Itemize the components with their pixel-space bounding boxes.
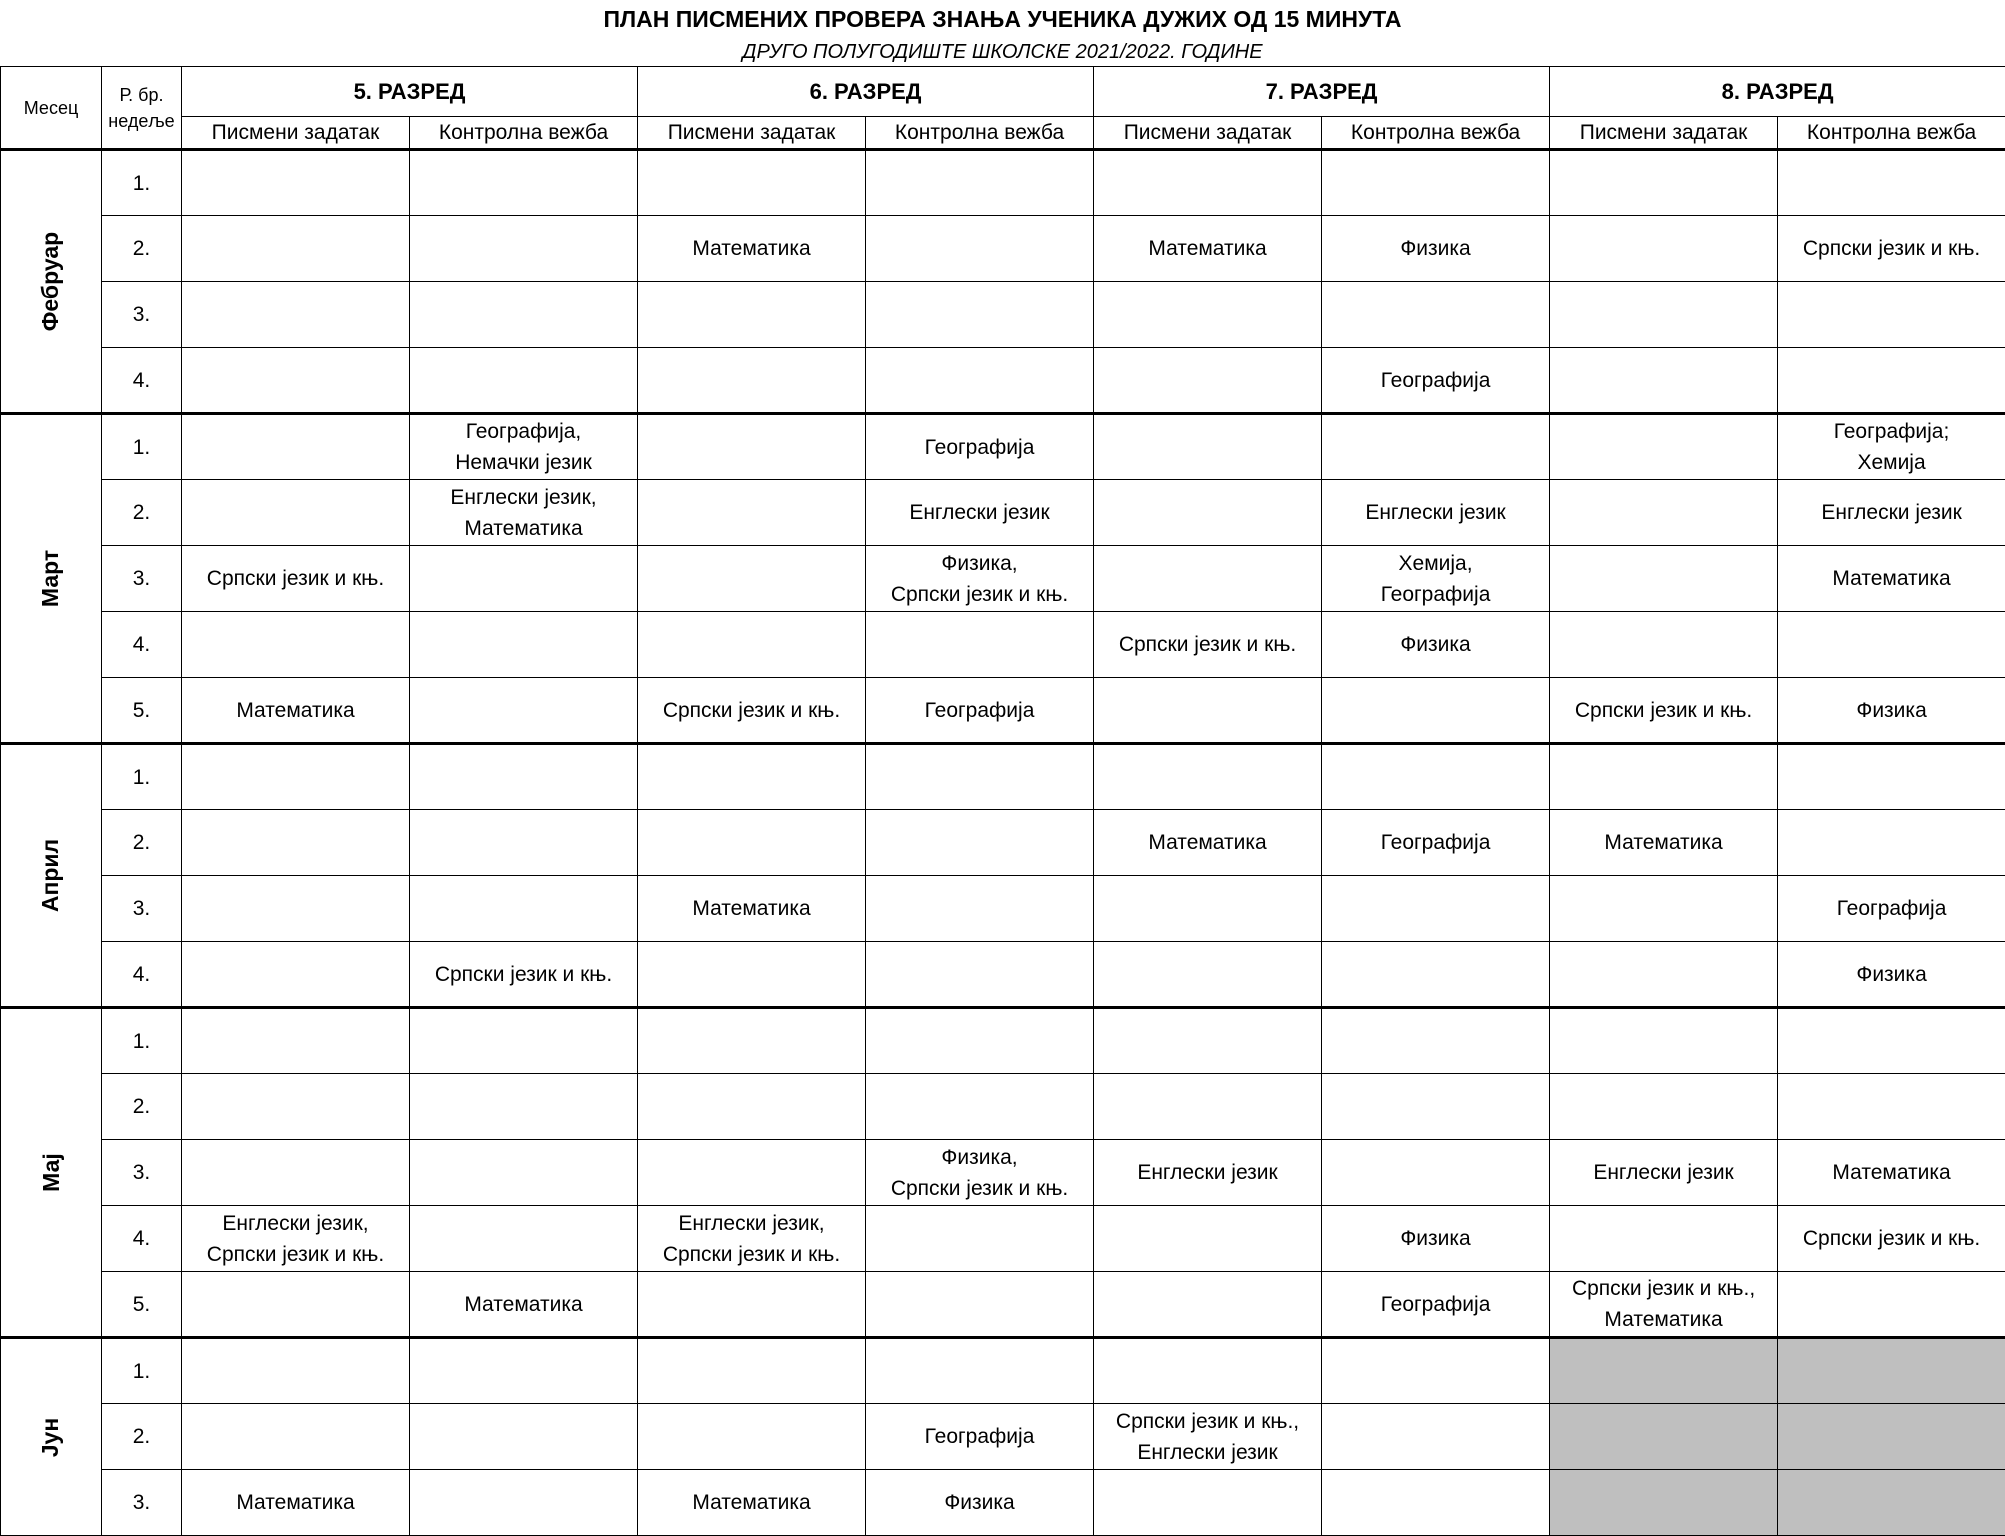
table-row: [1, 150, 2005, 216]
schedule-cell: [410, 1338, 638, 1404]
schedule-cell: [866, 1206, 1094, 1272]
schedule-cell: Енглески језик: [866, 480, 1094, 546]
schedule-cell: [182, 150, 410, 216]
schedule-cell: Физика: [866, 1470, 1094, 1536]
schedule-cell: [1094, 414, 1322, 480]
schedule-cell: [866, 612, 1094, 678]
schedule-cell: [638, 810, 866, 876]
grade-5-control-header: Контролна вежба: [410, 117, 638, 150]
week-number-cell: 1.: [102, 150, 182, 216]
month-label-cell: [1, 414, 102, 744]
week-number-cell: 1.: [102, 744, 182, 810]
schedule-cell: [410, 744, 638, 810]
schedule-cell: [410, 546, 638, 612]
schedule-cell: [1094, 282, 1322, 348]
schedule-cell: [1778, 744, 2005, 810]
schedule-cell: [866, 348, 1094, 414]
grade-5-written-header: Писмени задатак: [182, 117, 410, 150]
schedule-cell: [866, 1074, 1094, 1140]
schedule-cell: [638, 282, 866, 348]
schedule-cell: [1322, 1008, 1550, 1074]
schedule-cell: [866, 150, 1094, 216]
table-row: [1, 1404, 2005, 1470]
schedule-cell: [1778, 1338, 2005, 1404]
week-number-cell: 2.: [102, 480, 182, 546]
schedule-cell: [1094, 1272, 1322, 1338]
schedule-cell: [1322, 678, 1550, 744]
schedule-cell: [1778, 150, 2005, 216]
schedule-cell: [1094, 744, 1322, 810]
schedule-cell: Хемија, Географија: [1322, 546, 1550, 612]
schedule-cell: [182, 282, 410, 348]
schedule-cell: Географија, Немачки језик: [410, 414, 638, 480]
schedule-cell: Географија: [1322, 348, 1550, 414]
schedule-cell: [638, 546, 866, 612]
schedule-cell: [182, 1338, 410, 1404]
week-number-cell: 1.: [102, 1008, 182, 1074]
schedule-cell: [410, 1140, 638, 1206]
table-row: [1, 1008, 2005, 1074]
schedule-cell: [1550, 1206, 1778, 1272]
week-number-cell: 2.: [102, 1404, 182, 1470]
schedule-cell: [1094, 1338, 1322, 1404]
table-row: [1, 1140, 2005, 1206]
schedule-cell: Математика: [638, 1470, 866, 1536]
grade-5-header: 5. РАЗРЕД: [182, 67, 638, 117]
schedule-cell: Математика: [1094, 216, 1322, 282]
schedule-cell: [1322, 1140, 1550, 1206]
schedule-cell: Математика: [182, 678, 410, 744]
table-row: [1, 480, 2005, 546]
schedule-cell: [182, 1404, 410, 1470]
schedule-cell: [1322, 282, 1550, 348]
grade-7-written-header: Писмени задатак: [1094, 117, 1322, 150]
month-label: Јун: [35, 1417, 66, 1456]
schedule-cell: [410, 216, 638, 282]
schedule-cell: Српски језик и књ., Математика: [1550, 1272, 1778, 1338]
schedule-cell: [1322, 744, 1550, 810]
schedule-cell: [1094, 348, 1322, 414]
schedule-cell: Енглески језик, Српски језик и књ.: [638, 1206, 866, 1272]
schedule-cell: [1778, 348, 2005, 414]
schedule-cell: Математика: [1778, 546, 2005, 612]
schedule-cell: Математика: [1094, 810, 1322, 876]
grade-8-control-header: Контролна вежба: [1778, 117, 2005, 150]
table-row: [1, 942, 2005, 1008]
schedule-cell: [182, 876, 410, 942]
schedule-cell: [1550, 414, 1778, 480]
schedule-cell: [1322, 1074, 1550, 1140]
schedule-cell: Географија: [866, 414, 1094, 480]
schedule-cell: [182, 414, 410, 480]
schedule-cell: [1550, 1470, 1778, 1536]
month-label-cell: [1, 744, 102, 1008]
schedule-cell: [182, 1272, 410, 1338]
schedule-cell: [1094, 876, 1322, 942]
schedule-cell: [182, 1008, 410, 1074]
schedule-cell: [182, 1140, 410, 1206]
schedule-cell: [1322, 414, 1550, 480]
schedule-cell: [638, 480, 866, 546]
schedule-cell: Физика, Српски језик и књ.: [866, 546, 1094, 612]
exam-plan-table: [0, 66, 2005, 1536]
schedule-cell: [866, 282, 1094, 348]
schedule-cell: [1094, 546, 1322, 612]
schedule-cell: Географија: [866, 678, 1094, 744]
schedule-cell: [410, 1404, 638, 1470]
schedule-cell: Географија: [1778, 876, 2005, 942]
week-number-cell: 3.: [102, 282, 182, 348]
schedule-cell: [1094, 480, 1322, 546]
schedule-cell: Енглески језик: [1094, 1140, 1322, 1206]
schedule-cell: [1550, 1338, 1778, 1404]
week-number-cell: 4.: [102, 612, 182, 678]
schedule-cell: [182, 1074, 410, 1140]
week-number-cell: 1.: [102, 414, 182, 480]
schedule-cell: [638, 744, 866, 810]
schedule-cell: Физика: [1778, 942, 2005, 1008]
week-number-cell: 3.: [102, 1470, 182, 1536]
week-number-cell: 5.: [102, 1272, 182, 1338]
schedule-cell: [866, 216, 1094, 282]
grade-8-written-header: Писмени задатак: [1550, 117, 1778, 150]
schedule-cell: [182, 348, 410, 414]
schedule-cell: [1778, 1074, 2005, 1140]
table-row: [1, 1470, 2005, 1536]
schedule-cell: [638, 1074, 866, 1140]
schedule-cell: [1550, 1074, 1778, 1140]
header-row-grades: [1, 67, 2005, 117]
schedule-cell: Српски језик и књ.: [1094, 612, 1322, 678]
schedule-cell: Српски језик и књ.: [182, 546, 410, 612]
table-row: [1, 1338, 2005, 1404]
schedule-cell: [1322, 1470, 1550, 1536]
schedule-cell: [638, 414, 866, 480]
month-label: Фебруар: [36, 232, 67, 331]
month-column-header: Месец: [1, 67, 102, 150]
schedule-cell: [1094, 150, 1322, 216]
schedule-cell: [410, 150, 638, 216]
schedule-cell: Физика: [1322, 216, 1550, 282]
schedule-cell: [410, 1206, 638, 1272]
month-label-cell: [1, 150, 102, 414]
schedule-cell: Географија: [866, 1404, 1094, 1470]
table-row: [1, 810, 2005, 876]
week-number-cell: 4.: [102, 348, 182, 414]
schedule-cell: Математика: [638, 876, 866, 942]
grade-6-control-header: Контролна вежба: [866, 117, 1094, 150]
schedule-cell: Математика: [638, 216, 866, 282]
schedule-cell: Српски језик и књ.: [1778, 1206, 2005, 1272]
schedule-cell: Физика: [1322, 612, 1550, 678]
schedule-cell: [1550, 216, 1778, 282]
schedule-cell: [410, 1470, 638, 1536]
week-number-cell: 2.: [102, 216, 182, 282]
schedule-cell: [638, 612, 866, 678]
schedule-cell: Српски језик и књ.: [410, 942, 638, 1008]
schedule-cell: [638, 1272, 866, 1338]
table-row: [1, 1272, 2005, 1338]
schedule-cell: Географија: [1322, 810, 1550, 876]
schedule-cell: [1778, 1008, 2005, 1074]
schedule-cell: Српски језик и књ.: [1550, 678, 1778, 744]
week-number-cell: 4.: [102, 942, 182, 1008]
week-number-cell: 5.: [102, 678, 182, 744]
week-number-cell: 2.: [102, 1074, 182, 1140]
schedule-cell: [1778, 810, 2005, 876]
schedule-cell: [182, 744, 410, 810]
schedule-cell: Географија: [1322, 1272, 1550, 1338]
schedule-cell: [1778, 1272, 2005, 1338]
month-label: Април: [36, 839, 67, 912]
schedule-cell: [866, 1008, 1094, 1074]
schedule-cell: [1550, 942, 1778, 1008]
schedule-cell: Математика: [1778, 1140, 2005, 1206]
schedule-cell: Математика: [182, 1470, 410, 1536]
schedule-cell: [410, 282, 638, 348]
schedule-cell: [1550, 480, 1778, 546]
week-number-cell: 3.: [102, 1140, 182, 1206]
table-row: [1, 414, 2005, 480]
schedule-cell: Енглески језик: [1322, 480, 1550, 546]
schedule-cell: Математика: [410, 1272, 638, 1338]
schedule-cell: Енглески језик: [1778, 480, 2005, 546]
schedule-cell: [638, 1140, 866, 1206]
week-number-cell: 1.: [102, 1338, 182, 1404]
schedule-cell: [1094, 1206, 1322, 1272]
page-subtitle: ДРУГО ПОЛУГОДИШТЕ ШКОЛСКЕ 2021/2022. ГОДИНЕ: [0, 38, 2005, 66]
table-row: [1, 612, 2005, 678]
schedule-cell: [1322, 150, 1550, 216]
schedule-cell: Физика, Српски језик и књ.: [866, 1140, 1094, 1206]
schedule-cell: [1094, 678, 1322, 744]
schedule-cell: [1778, 282, 2005, 348]
grade-7-header: 7. РАЗРЕД: [1094, 67, 1550, 117]
schedule-cell: [1094, 1008, 1322, 1074]
schedule-cell: Физика: [1778, 678, 2005, 744]
schedule-cell: [1550, 348, 1778, 414]
week-number-cell: 3.: [102, 876, 182, 942]
schedule-cell: [1550, 1404, 1778, 1470]
month-label: Март: [36, 550, 67, 607]
schedule-cell: [866, 876, 1094, 942]
schedule-cell: [1094, 942, 1322, 1008]
page-title: ПЛАН ПИСМЕНИХ ПРОВЕРА ЗНАЊА УЧЕНИКА ДУЖИХ ОД 15 МИНУТА: [0, 4, 2005, 34]
schedule-cell: [182, 216, 410, 282]
schedule-cell: Енглески језик, Математика: [410, 480, 638, 546]
schedule-cell: [182, 480, 410, 546]
table-row: [1, 744, 2005, 810]
schedule-cell: [1778, 1470, 2005, 1536]
table-row: [1, 876, 2005, 942]
schedule-cell: [410, 678, 638, 744]
month-label-cell: [1, 1338, 102, 1536]
schedule-cell: [410, 348, 638, 414]
schedule-cell: [638, 1008, 866, 1074]
schedule-cell: [410, 876, 638, 942]
schedule-cell: Математика: [1550, 810, 1778, 876]
schedule-cell: [410, 612, 638, 678]
schedule-cell: [1094, 1074, 1322, 1140]
table-row: [1, 282, 2005, 348]
schedule-cell: [1550, 150, 1778, 216]
schedule-cell: [410, 1008, 638, 1074]
schedule-cell: [410, 1074, 638, 1140]
schedule-cell: [638, 1338, 866, 1404]
schedule-cell: [410, 810, 638, 876]
schedule-cell: [1322, 942, 1550, 1008]
week-column-header: Р. бр. недеље: [102, 67, 182, 150]
schedule-cell: [1322, 1404, 1550, 1470]
schedule-cell: [1778, 612, 2005, 678]
month-label-cell: [1, 1008, 102, 1338]
schedule-cell: [1550, 612, 1778, 678]
header-row-types: [1, 117, 2005, 150]
schedule-cell: [638, 150, 866, 216]
schedule-cell: [866, 1272, 1094, 1338]
table-row: [1, 348, 2005, 414]
table-body: [1, 150, 2005, 1536]
schedule-cell: [1778, 1404, 2005, 1470]
grade-7-control-header: Контролна вежба: [1322, 117, 1550, 150]
week-number-cell: 2.: [102, 810, 182, 876]
week-number-cell: 4.: [102, 1206, 182, 1272]
schedule-cell: [638, 1404, 866, 1470]
schedule-cell: [182, 942, 410, 1008]
schedule-cell: [1094, 1470, 1322, 1536]
schedule-cell: [1322, 876, 1550, 942]
table-row: [1, 1206, 2005, 1272]
month-label: Мај: [36, 1153, 67, 1192]
schedule-cell: [638, 942, 866, 1008]
schedule-cell: [866, 942, 1094, 1008]
table-row: [1, 1074, 2005, 1140]
schedule-cell: [1550, 1008, 1778, 1074]
schedule-cell: [1550, 744, 1778, 810]
schedule-cell: [182, 810, 410, 876]
schedule-cell: [1550, 876, 1778, 942]
schedule-cell: [1550, 546, 1778, 612]
schedule-cell: Српски језик и књ.: [638, 678, 866, 744]
grade-8-header: 8. РАЗРЕД: [1550, 67, 2005, 117]
schedule-cell: Физика: [1322, 1206, 1550, 1272]
schedule-cell: [638, 348, 866, 414]
grade-6-header: 6. РАЗРЕД: [638, 67, 1094, 117]
schedule-cell: Српски језик и књ.: [1778, 216, 2005, 282]
schedule-cell: [182, 612, 410, 678]
schedule-cell: [866, 1338, 1094, 1404]
schedule-cell: Енглески језик: [1550, 1140, 1778, 1206]
schedule-cell: [866, 810, 1094, 876]
table-row: [1, 216, 2005, 282]
schedule-cell: [1550, 282, 1778, 348]
table-row: [1, 546, 2005, 612]
schedule-cell: Српски језик и књ., Енглески језик: [1094, 1404, 1322, 1470]
schedule-cell: [1322, 1338, 1550, 1404]
week-number-cell: 3.: [102, 546, 182, 612]
table-row: [1, 678, 2005, 744]
schedule-cell: [866, 744, 1094, 810]
schedule-cell: Географија; Хемија: [1778, 414, 2005, 480]
schedule-cell: Енглески језик, Српски језик и књ.: [182, 1206, 410, 1272]
grade-6-written-header: Писмени задатак: [638, 117, 866, 150]
